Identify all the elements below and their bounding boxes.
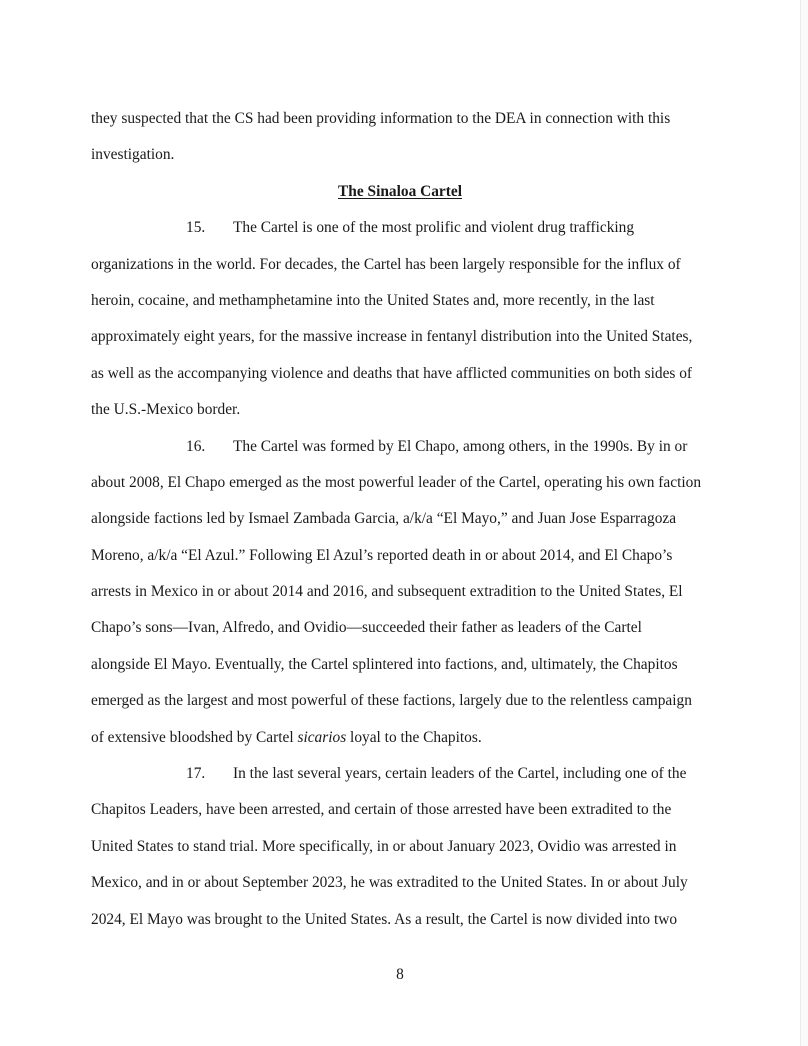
text-line-with-italic [91,720,709,756]
text-line: the U.S.-Mexico border. [91,401,241,419]
text-line: In the last several years, certain leaders of the Cartel, including one of the [233,765,687,783]
paragraph-15-first-line [91,210,709,246]
text-line: emerged as the largest and most powerful of these factions, largely due to the relentless campaign [91,692,692,710]
italic-term: sicarios [297,728,347,746]
paragraph-17-first-line [91,756,709,792]
section-heading-text: The Sinaloa Cartel [338,182,462,200]
text-line: investigation. [91,146,175,164]
text-line: The Cartel was formed by El Chapo, among others, in the 1990s. By in or [233,437,688,455]
text-line: Chapo’s sons—Ivan, Alfredo, and Ovidio—succeeded their father as leaders of the Cartel [91,619,642,637]
paragraph-number: 15. [186,219,206,237]
text-line: heroin, cocaine, and methamphetamine into the United States and, more recently, in the last [91,291,655,309]
text-line: alongside factions led by Ismael Zambada Garcia, a/k/a “El Mayo,” and Juan Jose Esparragoza [91,510,677,528]
text-line: as well as the accompanying violence and deaths that have afflicted communities on both sides of [91,364,693,382]
text-line: about 2008, El Chapo emerged as the most powerful leader of the Cartel, operating his own faction [91,473,702,491]
text-line: The Cartel is one of the most prolific and violent drug trafficking [233,219,635,237]
text-line: arrests in Mexico in or about 2014 and 2016, and subsequent extradition to the United States, El [91,583,683,601]
text-line: organizations in the world. For decades, the Cartel has been largely responsible for the influx of [91,255,681,273]
text-line: they suspected that the CS had been providing information to the DEA in connection with this [91,110,671,127]
page-edge-shadow [801,0,808,1046]
text-line: alongside El Mayo. Eventually, the Cartel splintered into factions, and, ultimately, the Chapitos [91,655,678,673]
text-span: of extensive bloodshed by Cartel [91,728,298,746]
text-line: approximately eight years, for the massive increase in fentanyl distribution into the United States, [91,328,693,346]
paragraph-16-first-line [91,429,709,465]
text-span: loyal to the Chapitos. [346,728,482,746]
paragraph-number: 16. [186,437,206,455]
text-line: Mexico, and in or about September 2023, he was extradited to the United States. In or about July [91,874,688,892]
text-line: Moreno, a/k/a “El Azul.” Following El Azul’s reported death in or about 2014, and El Chapo’s [91,546,673,564]
page-number: 8 [396,966,404,983]
section-heading [91,174,709,210]
text-line: United States to stand trial. More specifically, in or about January 2023, Ovidio was arrested in [91,837,677,855]
text-line: 2024, El Mayo was brought to the United States. As a result, the Cartel is now divided into two [91,910,678,928]
document-body [91,101,709,938]
text-line: Chapitos Leaders, have been arrested, and certain of those arrested have been extradited to the [91,801,672,819]
paragraph-number: 17. [186,765,206,783]
